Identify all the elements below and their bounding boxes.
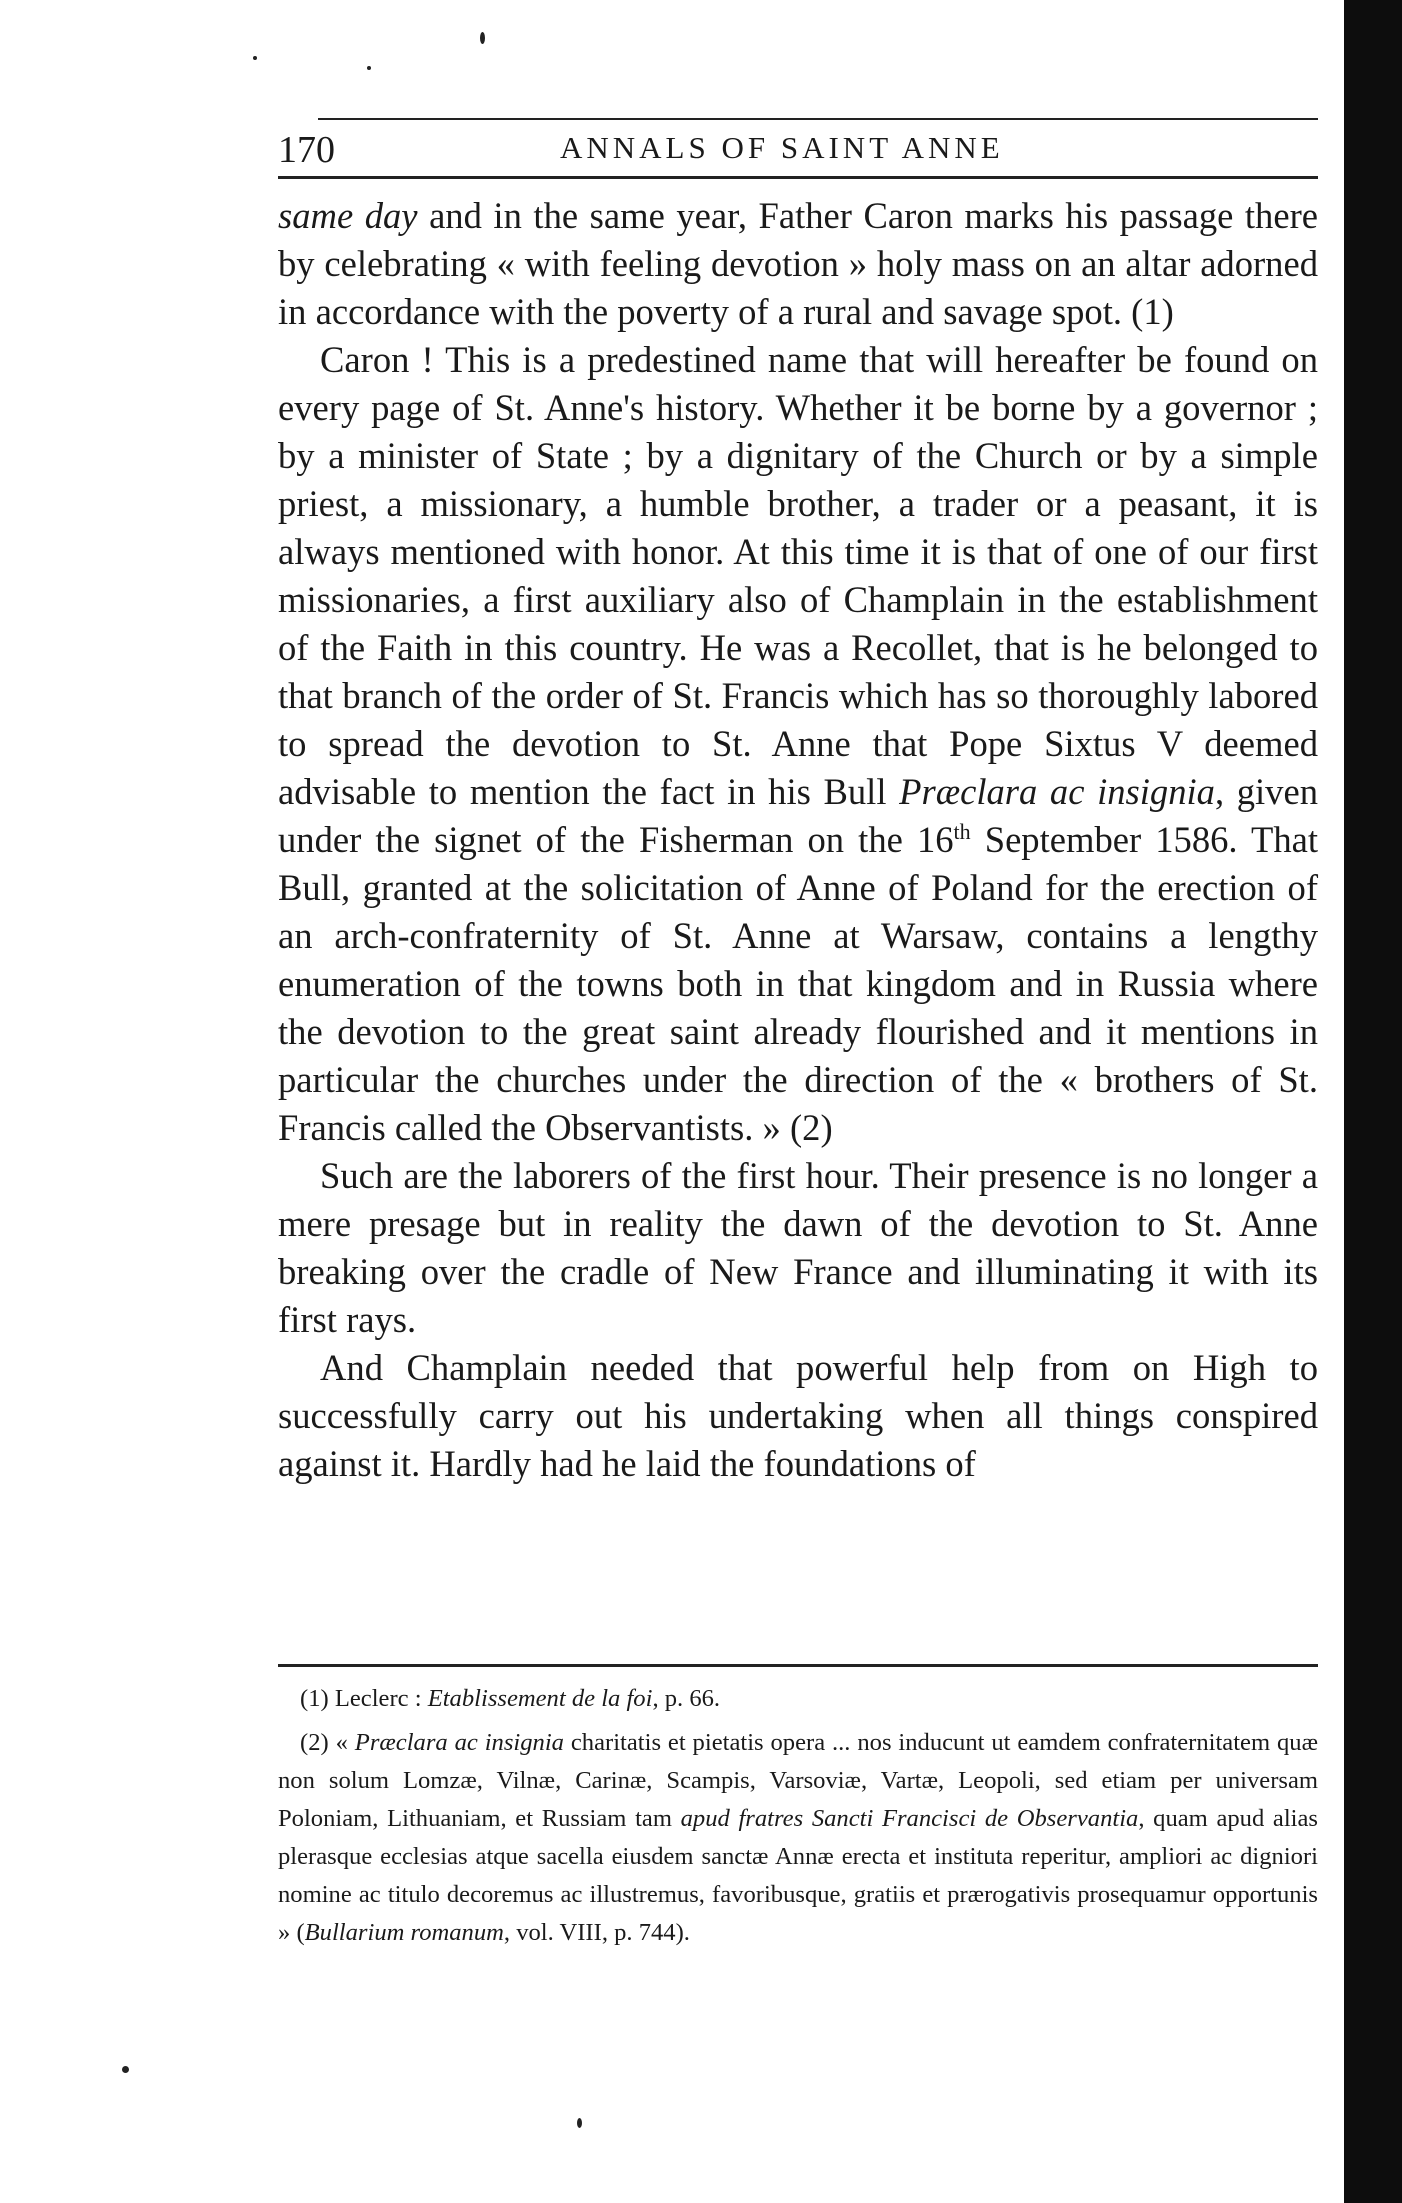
ink-speck (253, 56, 257, 60)
italic-phrase: same day (278, 195, 418, 236)
footnote-title: Præclara ac insignia (354, 1729, 564, 1756)
ink-speck (577, 2118, 582, 2128)
header-bottom-rule (278, 176, 1318, 179)
ink-speck (367, 66, 371, 70)
header-top-rule (318, 118, 1318, 120)
running-head: ANNALS OF SAINT ANNE (560, 130, 1004, 165)
footnote-marker: (1) (300, 1685, 329, 1712)
page-header (278, 128, 1318, 171)
footnote-marker: (2) (300, 1729, 329, 1756)
footnotes (278, 1680, 1318, 1952)
footnote-2 (278, 1724, 1318, 1952)
footnote-text: , p. 66. (652, 1685, 721, 1712)
footnote-text: charitatis et pietatis opera ... nos inducunt ut eamdem confraternitatem quæ non solum Lomzæ, Vilnæ, Carinæ, Scampis, Varsoviæ, Vartæ, Leopoli, sed etiam per universam Poloniam, Lithuaniam, et Russiam tam (278, 1729, 1318, 1832)
page-edge-shadow (1344, 0, 1402, 2203)
ink-speck (122, 2066, 129, 2073)
footnote-title: apud fratres Sancti Francisci de Observantia (680, 1805, 1139, 1832)
footnote-quote-open: « (335, 1729, 348, 1756)
ink-speck (480, 32, 485, 44)
footnote-author: Leclerc : (334, 1685, 422, 1712)
paragraph-text: September 1586. That Bull, granted at the solicitation of Anne of Poland for the erection of an arch-confraternity of St. Anne at Warsaw, contains a lengthy enumeration of the towns both in that kingdom and in Russia where the devotion to the great saint already flourished and it mentions in particular the churches under the direction of the « brothers of St. Francis called the Observantists. » (2) (278, 819, 1319, 1148)
paragraph-4: And Champlain needed that powerful help from on High to successfully carry out his undertaking when all things conspired against it. Hardly had he laid the foundations of (278, 1347, 1318, 1484)
footnote-text: , quam apud alias plerasque ecclesias atque sacella eiusdem sanctæ Annæ erecta et instituta reperitur, ampliori ac digniori nomine ac titulo decoremus ac illustremus, favoribusque, gratiis et prærogativis prosequamur opportunis » ( (278, 1805, 1318, 1946)
paragraph-text: , given under the signet of the Fisherman on the 16 (278, 771, 1318, 860)
footnote-rule (278, 1664, 1318, 1667)
bull-title: Præclara ac insignia (899, 771, 1215, 812)
footnote-1 (278, 1680, 1318, 1718)
main-text (278, 192, 1318, 1488)
page-number: 170 (278, 129, 335, 171)
paragraph-2 (278, 336, 1318, 1152)
footnote-text: , vol. VIII, p. 744). (503, 1919, 690, 1946)
paragraph-text: Caron ! This is a predestined name that will hereafter be found on every page of St. Anne's history. Whether it be borne by a governor ; by a minister of State ; by a dignitary of the Church or by a simple priest, a missionary, a humble brother, a trader or a peasant, it is always mentioned with honor. At this time it is that of one of our first missionaries, a first auxiliary also of Champlain in the establishment of the Faith in this country. He was a Recollet, that is he belonged to that branch of the order of St. Francis which has so thoroughly labored to spread the devotion to St. Anne that Pope Sixtus V deemed advisable to mention the fact in his Bull (278, 339, 1318, 812)
footnote-title: Bullarium romanum (304, 1919, 504, 1946)
paragraph-1 (278, 192, 1318, 336)
footnote-title: Etablissement de la foi (427, 1685, 653, 1712)
ordinal-suffix: th (953, 818, 971, 844)
paragraph-text: and in the same year, Father Caron marks his passage there by celebrating « with feeling devotion » holy mass on an altar adorned in accordance with the poverty of a rural and savage spot. (1) (278, 195, 1318, 332)
paragraph-3: Such are the laborers of the first hour. Their presence is no longer a mere presage but in reality the dawn of the devotion to St. Anne breaking over the cradle of New France and illuminating it with its first rays. (278, 1155, 1318, 1340)
